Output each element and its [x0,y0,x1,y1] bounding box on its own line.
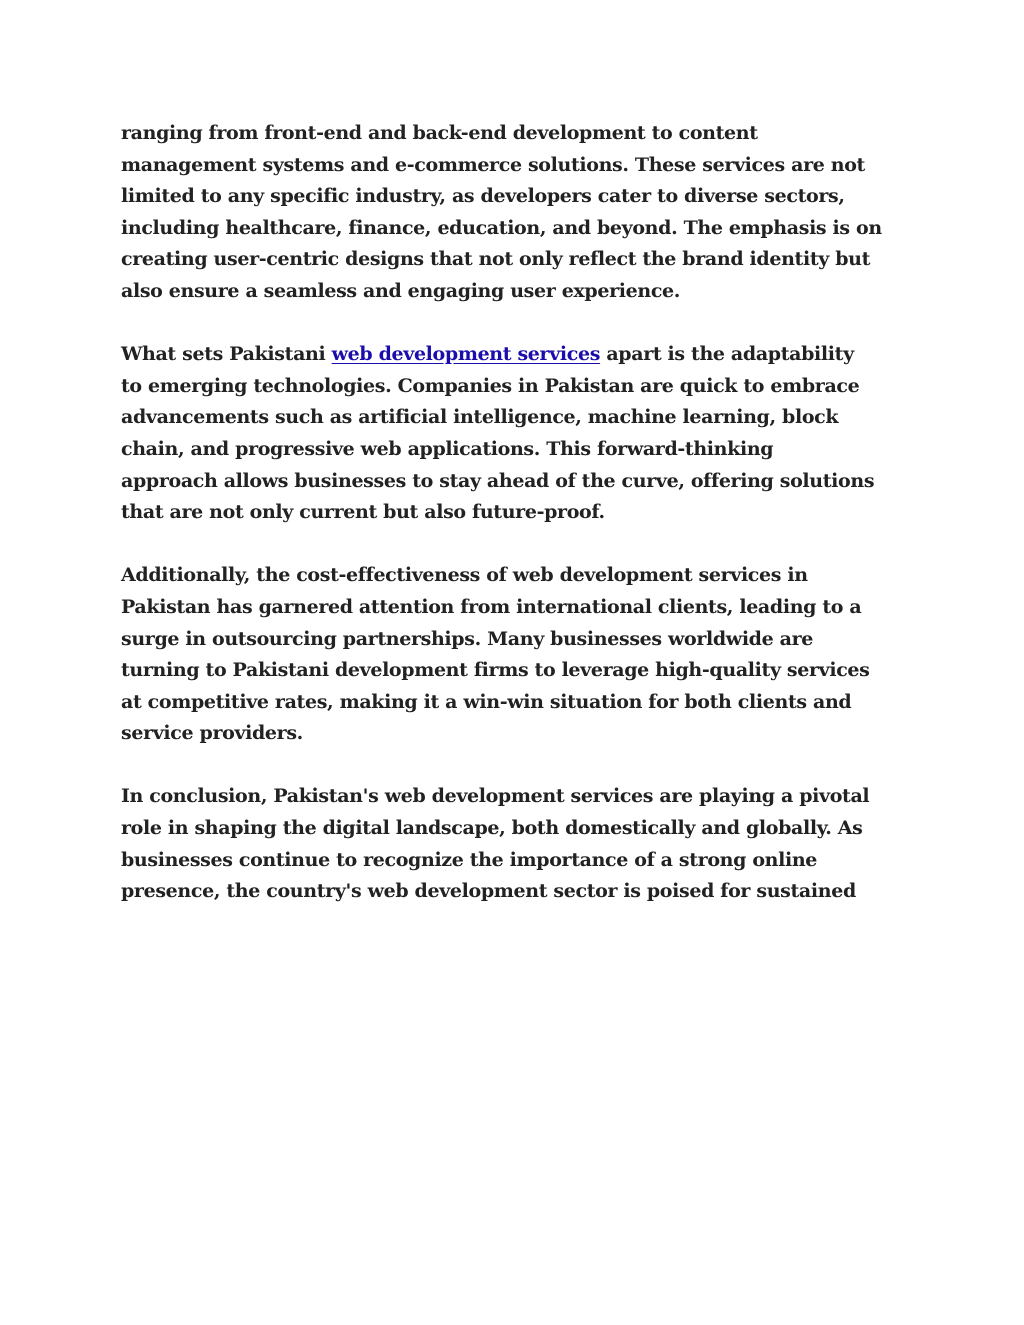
text-line: Additionally, the cost-effectiveness of web development services in [121,564,808,587]
paragraph-1 [121,118,911,308]
text-line: Pakistan has garnered attention from international clients, leading to a [121,595,862,618]
text-line: turning to Pakistani development firms to leverage high-quality services [121,659,870,682]
text-line: ranging from front-end and back-end development to content [121,122,758,144]
text-line: at competitive rates, making it a win-win situation for both clients and [121,690,852,713]
text-fragment: What sets Pakistani [121,343,332,366]
text-fragment: apart is the adaptability [600,343,854,366]
web-development-services-link[interactable]: web development services [331,343,601,366]
text-line: limited to any specific industry, as developers cater to diverse sectors, [121,185,845,208]
text-line: also ensure a seamless and engaging user experience. [121,279,681,302]
text-line: approach allows businesses to stay ahead of the curve, offering solutions [121,469,875,492]
text-line: service providers. [121,722,303,745]
text-line: businesses continue to recognize the importance of a strong online [121,848,818,871]
text-line: presence, the country's web development sector is poised for sustained [121,880,856,903]
text-line: that are not only current but also future-proof. [121,501,605,524]
paragraph-3 [121,560,911,750]
text-line: role in shaping the digital landscape, both domestically and globally. As [121,817,863,840]
text-line: In conclusion, Pakistan's web development services are playing a pivotal [121,785,870,808]
text-line: surge in outsourcing partnerships. Many businesses worldwide are [121,627,813,650]
paragraph-2 [121,339,911,529]
paragraph-4 [121,781,911,907]
text-line: to emerging technologies. Companies in Pakistan are quick to embrace [121,374,860,397]
text-line: including healthcare, finance, education, and beyond. The emphasis is on [121,216,882,239]
text-line: advancements such as artificial intelligence, machine learning, block [121,406,839,429]
document-body [121,118,911,939]
text-line: creating user-centric designs that not only reflect the brand identity but [121,248,871,271]
text-line: chain, and progressive web applications. This forward-thinking [121,437,774,460]
text-line-with-link [121,339,911,371]
text-line: management systems and e-commerce solutions. These services are not [121,153,865,176]
